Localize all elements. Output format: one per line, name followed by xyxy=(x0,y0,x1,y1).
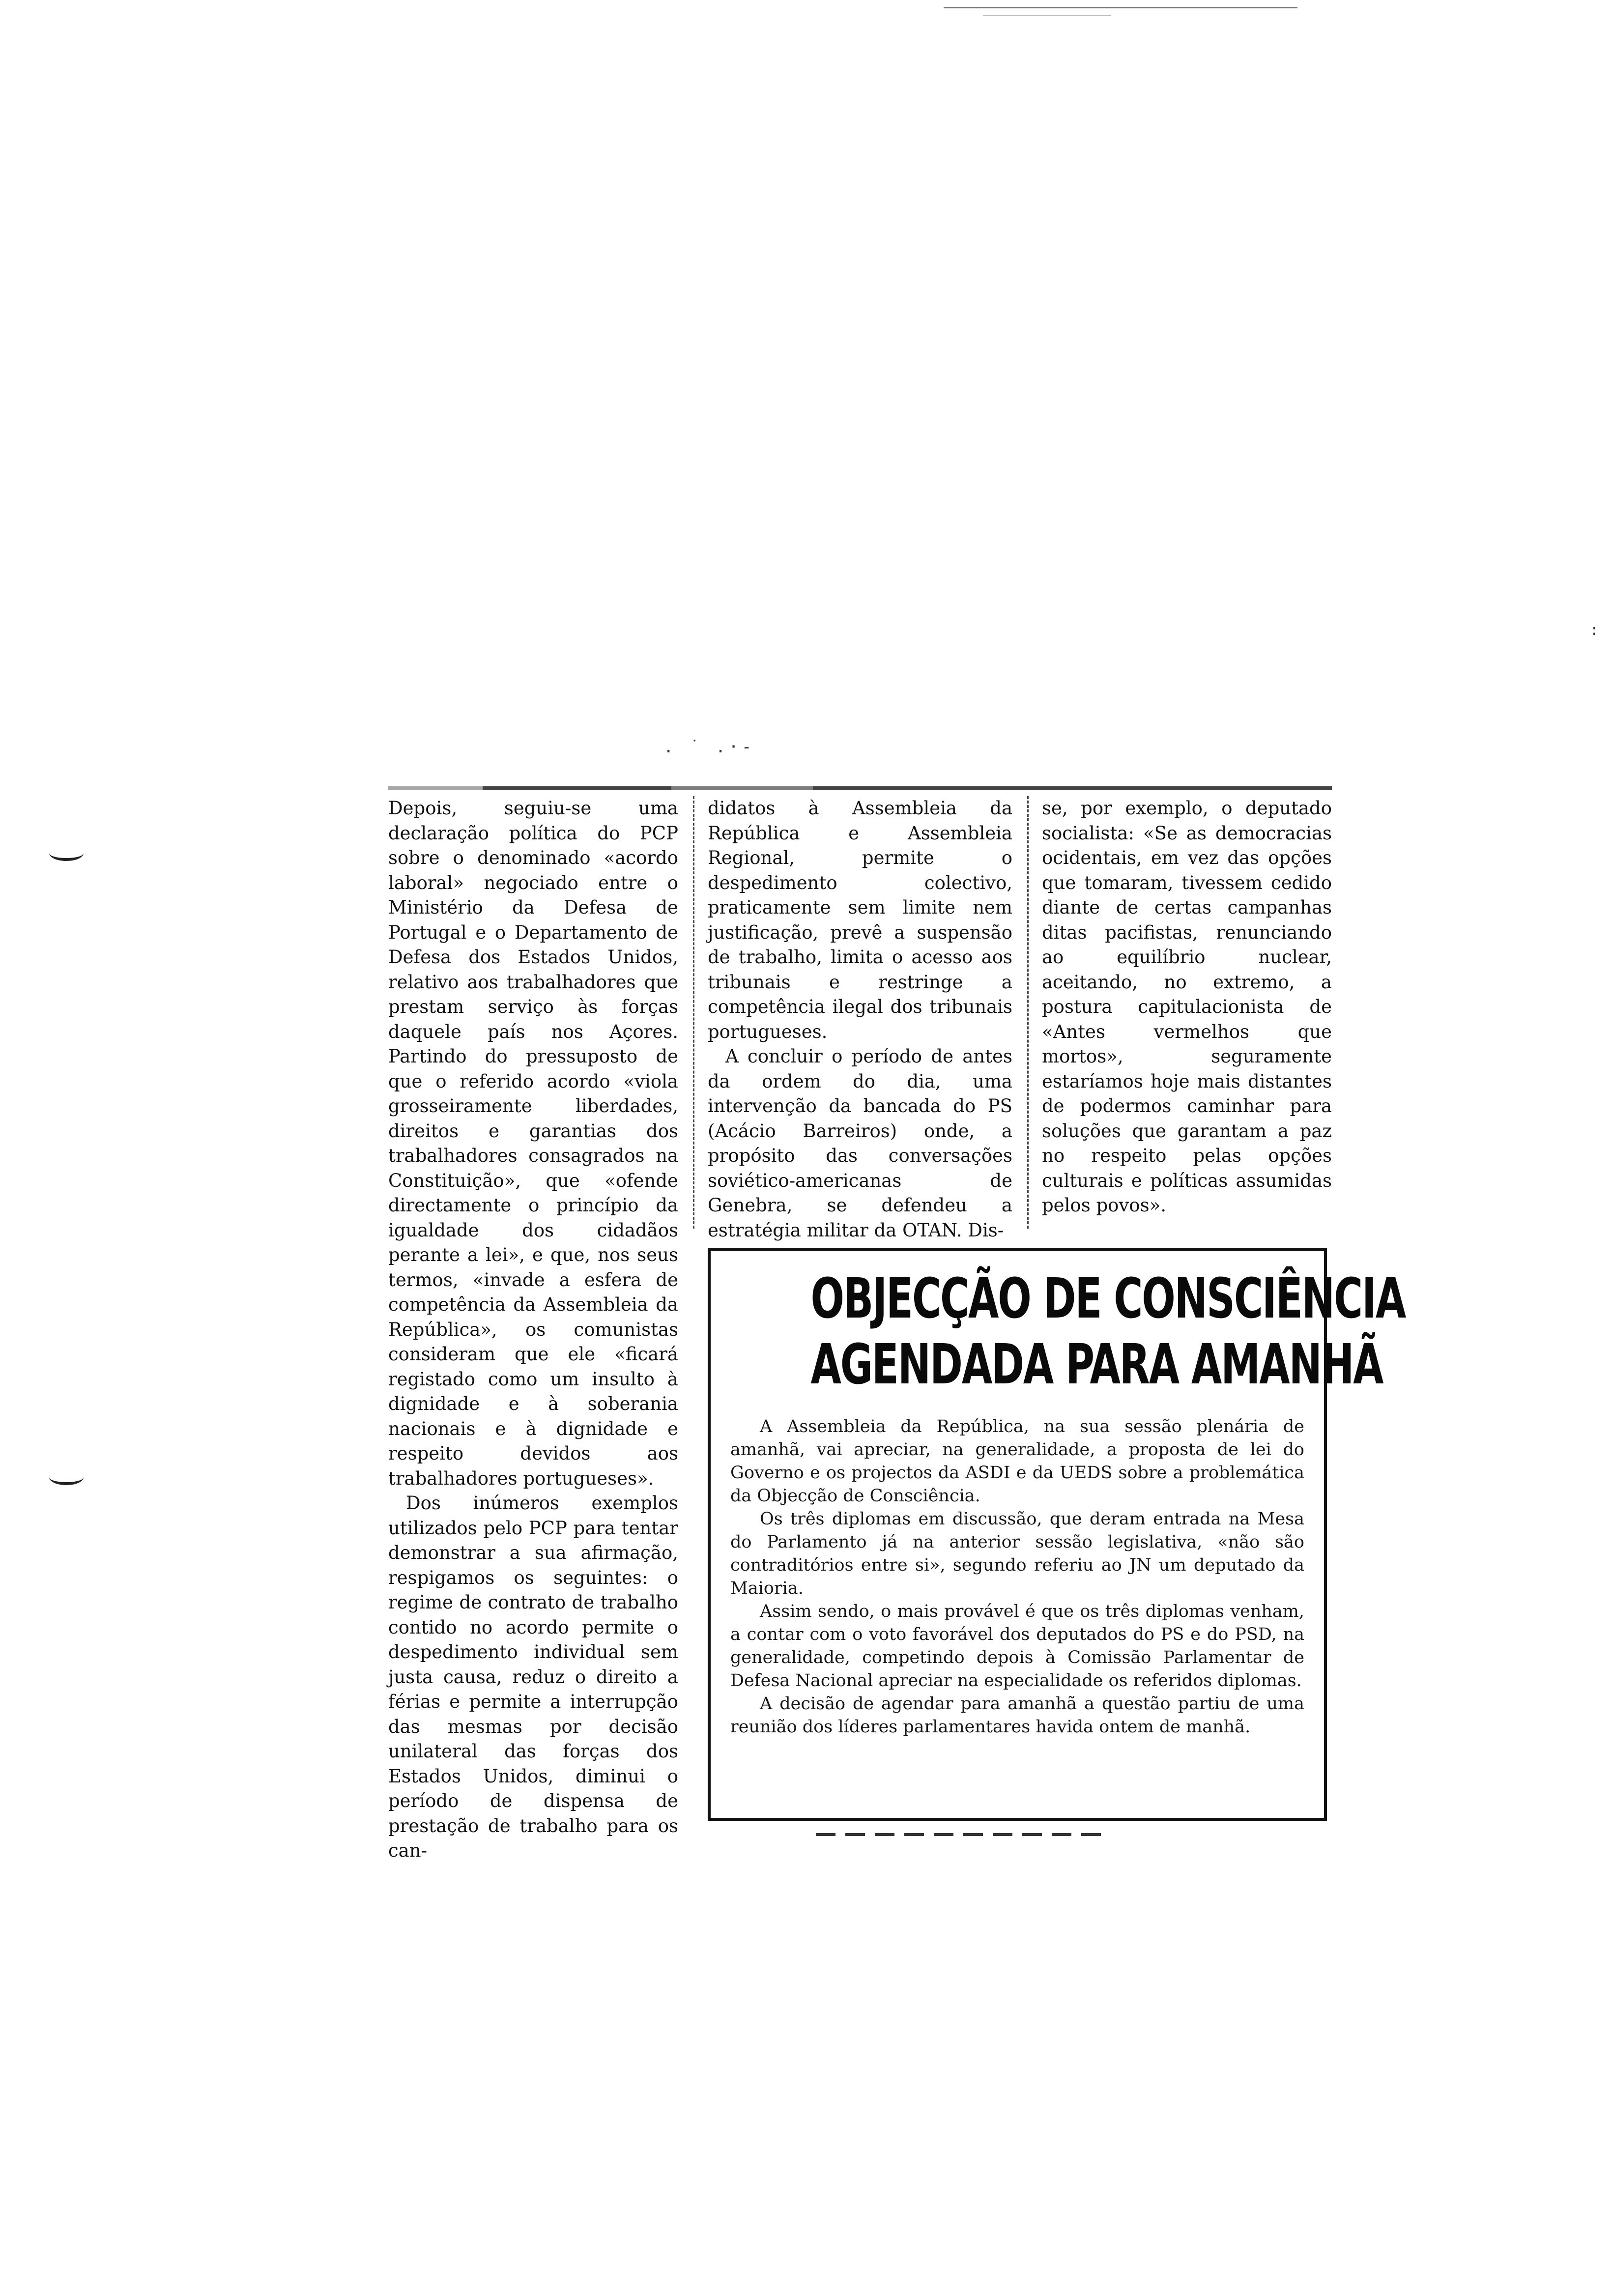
box-paragraph-4: A decisão de agendar para amanhã a questão partiu de uma reunião dos líderes parlamentares havida ontem de manhã. xyxy=(730,1694,1304,1737)
scan-specks: . ˙ .·- xyxy=(663,737,755,757)
binder-mark-upper xyxy=(49,845,84,861)
box-paragraph-1: A Assembleia da República, na sua sessão plenária de amanhã, vai apreciar, na generalidade, a proposta de lei do Governo e os projectos da ASDI e da UEDS sobre a problemática da Objecção de Consciência. xyxy=(730,1417,1304,1506)
col2-paragraph-1: didatos à Assembleia da República e Assembleia Regional, permite o despedimento colectivo, praticamente sem limite nem justificação, prevê a suspensão de trabalho, limita o acesso aos tribunais e restringe a competência ilegal dos tribunais portugueses. xyxy=(708,798,1012,1042)
scan-artifact-top-short xyxy=(983,15,1111,16)
binder-mark-lower xyxy=(49,1469,84,1485)
col2-paragraph-2: A concluir o período de antes da ordem do dia, uma intervenção da bancada do PS (Acácio Barreiros) onde, a propósito das conversações soviético-americanas de Genebra, se defendeu a estratégia militar da OTAN. Dis- xyxy=(708,1046,1012,1241)
scan-artifact-bottom xyxy=(816,1833,1111,1836)
col1-paragraph-2: Dos inúmeros exemplos utilizados pelo PCP para tentar demonstrar a sua afirmação, respigamos os seguintes: o regime de contrato de trabalho contido no acordo permite o despedimento individual sem justa causa, reduz o direito a férias e permite a interrupção das mesmas por decisão unilateral das forças dos Estados Unidos, diminui o período de dispensa de prestação de trabalho para os can- xyxy=(388,1492,678,1861)
newspaper-clipping xyxy=(388,786,1406,1861)
article-column-2 xyxy=(708,796,1012,1243)
col1-paragraph-1: Depois, seguiu-se uma declaração política do PCP sobre o denominado «acordo laboral» negociado entre o Ministério da Defesa de Portugal e o Departamento de Defesa dos Estados Unidos, relativo aos trabalhadores que prestam serviço às forças daquele país nos Açores. Partindo do pressuposto de que o referido acordo «viola grosseiramente liberdades, direitos e garantias dos trabalhadores consagrados na Constituição», que «ofende directamente o princípio da igualdade dos cidadãos perante a lei», e que, nos seus termos, «invade a esfera de competência da Assembleia da República», os comunistas consideram que ele «ficará registado como um insulto à dignidade e à soberania nacionais e à dignidade e respeito devidos aos trabalhadores portugueses». xyxy=(388,798,678,1489)
scan-specks-right: : xyxy=(1590,622,1602,639)
boxed-article-body xyxy=(730,1415,1304,1739)
article-column-3 xyxy=(1042,796,1332,1218)
headline-line-1: OBJECÇÃO DE CONSCIÊNCIA xyxy=(810,1267,1406,1331)
scan-artifact-top xyxy=(944,7,1297,8)
boxed-article xyxy=(708,1248,1406,1821)
headline-line-2: AGENDADA PARA AMANHÃ xyxy=(810,1333,1383,1397)
col3-paragraph-1: se, por exemplo, o deputado socialista: «Se as democracias ocidentais, em vez das opções que tomaram, tivessem cedido diante de certas campanhas ditas pacifistas, renunciando ao equilíbrio nuclear, aceitando, no extremo, a postura capitulacionista de «Antes vermelhos que mortos», seguramente estaríamos hoje mais distantes de podermos caminhar para soluções que garantam a paz no respeito pelas opções culturais e políticas assumidas pelos povos». xyxy=(1042,798,1332,1216)
column-divider-1 xyxy=(693,796,694,1229)
column-divider-2 xyxy=(1027,796,1029,1229)
box-paragraph-2: Os três diplomas em discussão, que deram entrada na Mesa do Parlamento já na anterior sessão legislativa, «não são contraditórios entre si», segundo referiu ao JN um deputado da Maioria. xyxy=(730,1509,1304,1598)
clipping-top-rule xyxy=(388,786,1332,790)
box-paragraph-3: Assim sendo, o mais provável é que os três diplomas venham, a contar com o voto favorável dos deputados do PS e do PSD, na generalidade, competindo depois à Comissão Parlamentar de Defesa Nacional apreciar na especialidade os referidos diplomas. xyxy=(730,1602,1304,1691)
article-column-1 xyxy=(388,796,678,1864)
